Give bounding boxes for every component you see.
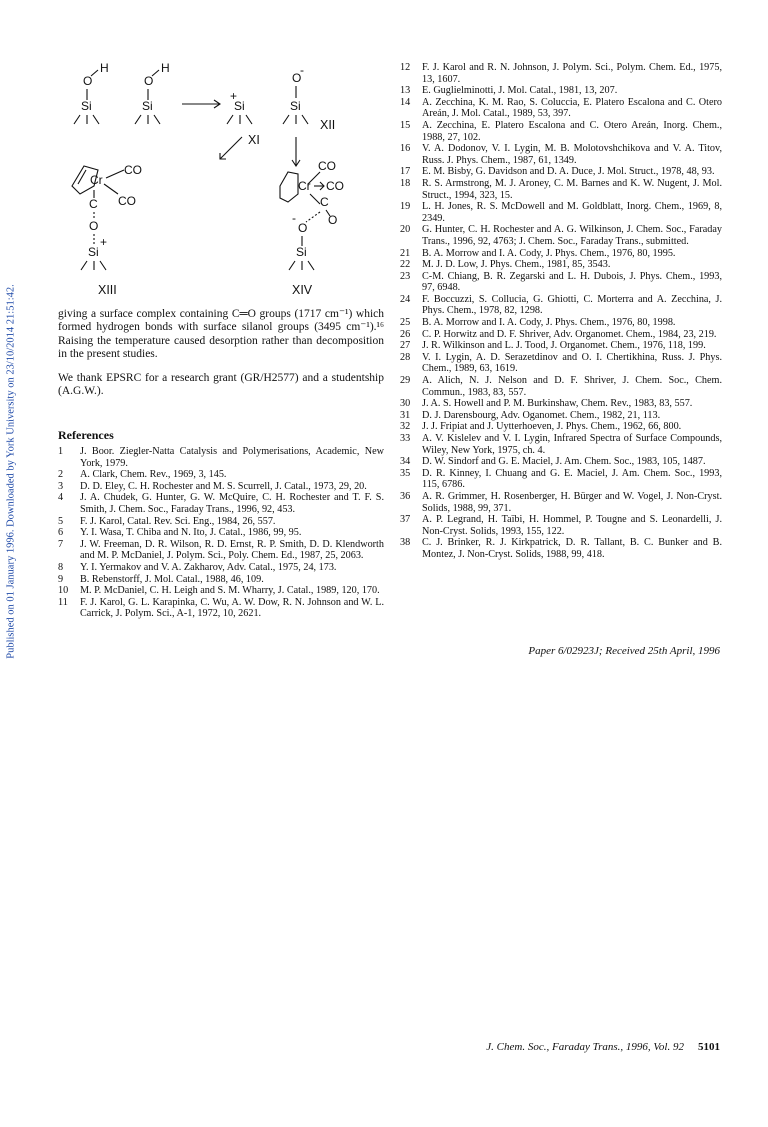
reference-item bbox=[400, 421, 722, 433]
reference-item bbox=[400, 85, 722, 97]
reference-number: 30 bbox=[400, 398, 411, 410]
atom-cr: Cr bbox=[90, 173, 103, 187]
reaction-scheme bbox=[58, 62, 388, 302]
charge-minus: - bbox=[300, 63, 304, 77]
reference-item bbox=[400, 352, 722, 375]
reference-number: 38 bbox=[400, 537, 411, 549]
reference-item bbox=[400, 294, 722, 317]
reference-number: 33 bbox=[400, 433, 411, 444]
reference-text: A. Zecchina, E. Platero Escalona and C. Otero Areán, Inorg. Chem., 1988, 27, 102. bbox=[422, 119, 722, 143]
reference-text: B. A. Morrow and I. A. Cody, J. Phys. Chem., 1976, 80, 1995. bbox=[422, 247, 676, 259]
atom-si: Si bbox=[234, 99, 245, 113]
reference-item bbox=[400, 120, 722, 143]
reference-number: 5 bbox=[58, 515, 64, 527]
reference-text: A. R. Grimmer, H. Rosenberger, H. Bürger and W. Vogel, J. Non-Cryst. Solids, 1988, 99, 371. bbox=[422, 490, 722, 514]
reference-number: 24 bbox=[400, 293, 411, 305]
atom-o: O bbox=[83, 74, 93, 88]
label-xi: XI bbox=[248, 133, 260, 147]
silanol-pair bbox=[74, 62, 170, 124]
species-xii bbox=[283, 63, 335, 132]
reference-text: A. P. Legrand, H. Taïbi, H. Hommel, P. Tougne and S. Leonardelli, J. Non-Cryst. Solids, 1993, 155, 122. bbox=[422, 514, 722, 537]
reference-item bbox=[400, 329, 722, 341]
atom-o: O bbox=[298, 221, 308, 235]
reference-item bbox=[400, 259, 722, 271]
reference-text: G. Hunter, C. H. Rochester and A. G. Wilkinson, J. Chem. Soc., Faraday Trans., 1996, 92, 4763; J. Chem. Soc., Faraday Trans., submitted. bbox=[422, 224, 722, 247]
page-footer bbox=[400, 1041, 720, 1053]
reference-item bbox=[400, 398, 722, 410]
atom-o: O bbox=[328, 213, 338, 227]
reference-number: 35 bbox=[400, 467, 411, 479]
atom-c: C bbox=[89, 197, 98, 211]
reference-number: 11 bbox=[58, 596, 68, 608]
reference-number: 13 bbox=[400, 85, 411, 97]
charge-plus: + bbox=[100, 235, 108, 249]
reference-text: F. Boccuzzi, S. Collucia, G. Ghiotti, C. Morterra and A. Zecchina, J. Phys. Chem., 1978, 82, 1298. bbox=[422, 293, 722, 317]
reference-item bbox=[58, 516, 384, 528]
reference-item bbox=[400, 514, 722, 537]
arene-ring bbox=[280, 172, 298, 202]
reference-number: 37 bbox=[400, 514, 411, 526]
reference-number: 6 bbox=[58, 527, 64, 539]
reference-item bbox=[400, 410, 722, 422]
reference-item bbox=[58, 446, 384, 469]
reference-item bbox=[400, 201, 722, 224]
reference-number: 10 bbox=[58, 585, 69, 597]
carbonyl: CO bbox=[124, 163, 142, 177]
references-list-left bbox=[58, 446, 384, 620]
reference-text: D. R. Kinney, I. Chuang and G. E. Maciel, J. Am. Chem. Soc., 1993, 115, 6786. bbox=[422, 467, 722, 491]
label-xii: XII bbox=[320, 118, 336, 132]
reference-text: C-M. Chiang, B. R. Zegarski and L. H. Dubois, J. Phys. Chem., 1993, 97, 6948. bbox=[422, 270, 722, 294]
reference-item bbox=[400, 433, 722, 456]
page-number: 5101 bbox=[698, 1041, 720, 1053]
reference-number: 8 bbox=[58, 561, 64, 573]
journal-citation: J. Chem. Soc., Faraday Trans., 1996, Vol. 92 bbox=[486, 1041, 684, 1053]
reference-text: J. A. S. Howell and P. M. Burkinshaw, Chem. Rev., 1983, 83, 557. bbox=[422, 398, 693, 410]
reference-text: D. D. Eley, C. H. Rochester and M. S. Scurrell, J. Catal., 1973, 29, 20. bbox=[80, 480, 367, 492]
reference-text: V. I. Lygin, A. D. Serazetdinov and O. I. Chertikhina, Russ. J. Phys. Chem., 1989, 63, 1619. bbox=[422, 351, 722, 375]
reference-number: 4 bbox=[58, 492, 64, 504]
reference-text: M. J. D. Low, J. Phys. Chem., 1981, 85, 3543. bbox=[422, 259, 611, 271]
reference-item bbox=[400, 491, 722, 514]
reference-item bbox=[58, 539, 384, 562]
reference-item bbox=[58, 574, 384, 586]
reference-item bbox=[400, 62, 722, 85]
paper-info: Paper 6/02923J; Received 25th April, 1996 bbox=[528, 645, 720, 657]
reference-number: 31 bbox=[400, 409, 411, 421]
reference-number: 9 bbox=[58, 573, 64, 585]
species-xiii bbox=[72, 163, 142, 297]
download-sidebar-note bbox=[2, 250, 20, 700]
atom-si: Si bbox=[296, 245, 307, 259]
atom-h: H bbox=[100, 62, 109, 75]
species-xi bbox=[227, 89, 260, 147]
reference-text: J. W. Freeman, D. R. Wilson, R. D. Ernst, R. P. Smith, D. D. Klendworth and M. P. McDaniel, J. Polym. Sci., Poly. Chem. Ed., 1987, 25, 2063. bbox=[80, 538, 384, 562]
reference-text: Y. I. Wasa, T. Chiba and N. Ito, J. Catal., 1986, 99, 95. bbox=[80, 527, 302, 539]
atom-si: Si bbox=[142, 99, 153, 113]
reference-number: 16 bbox=[400, 143, 411, 155]
reference-text: J. J. Fripiat and J. Uytterhoeven, J. Phys. Chem., 1962, 66, 800. bbox=[422, 421, 682, 433]
reference-text: C. J. Brinker, R. J. Kirkpatrick, D. R. Tallant, B. C. Bunker and B. Montez, J. Non-Cryst. Solids, 1988, 99, 418. bbox=[422, 537, 722, 560]
reference-text: A. Clark, Chem. Rev., 1969, 3, 145. bbox=[80, 469, 227, 481]
reference-item bbox=[400, 375, 722, 398]
reference-text: B. Rebenstorff, J. Mol. Catal., 1988, 46, 109. bbox=[80, 573, 264, 585]
charge-plus: + bbox=[230, 89, 238, 103]
reference-text: J. A. Chudek, G. Hunter, G. W. McQuire, C. H. Rochester and T. F. S. Smith, J. Chem. Soc., Faraday Trans., 1996, 92, 453. bbox=[80, 492, 384, 515]
reference-number: 19 bbox=[400, 201, 411, 213]
download-note-text: Published on 01 January 1996. Downloaded by York University on 23/10/2014 21:51:42. bbox=[5, 284, 17, 659]
reference-number: 1 bbox=[58, 446, 64, 457]
arrow-to-xiii bbox=[220, 137, 242, 159]
reference-number: 21 bbox=[400, 247, 411, 259]
reference-text: E. M. Bisby, G. Davidson and D. A. Duce, J. Mol. Struct., 1978, 48, 93. bbox=[422, 166, 715, 178]
reference-number: 15 bbox=[400, 119, 411, 131]
reference-item bbox=[400, 178, 722, 201]
reference-number: 22 bbox=[400, 259, 411, 271]
reference-text: F. J. Karol, Catal. Rev. Sci. Eng., 1984, 26, 557. bbox=[80, 515, 276, 527]
reference-item bbox=[58, 585, 384, 597]
carbonyl: CO bbox=[318, 159, 336, 173]
reference-text: D. J. Darensbourg, Adv. Oganomet. Chem., 1982, 21, 113. bbox=[422, 409, 661, 421]
reference-item bbox=[400, 143, 722, 166]
atom-si: Si bbox=[290, 99, 301, 113]
reference-text: F. J. Karol and R. N. Johnson, J. Polym. Sci., Polym. Chem. Ed., 1975, 13, 1607. bbox=[422, 62, 722, 85]
references-list-right bbox=[400, 62, 722, 561]
atom-si: Si bbox=[81, 99, 92, 113]
reference-number: 23 bbox=[400, 270, 411, 282]
reference-item bbox=[58, 597, 384, 620]
reference-number: 12 bbox=[400, 62, 411, 73]
reference-number: 14 bbox=[400, 96, 411, 108]
atom-o: O bbox=[292, 71, 302, 85]
reference-number: 28 bbox=[400, 351, 411, 363]
reference-number: 20 bbox=[400, 224, 411, 236]
reference-number: 26 bbox=[400, 328, 411, 340]
label-xiii: XIII bbox=[98, 283, 117, 297]
reference-item bbox=[400, 537, 722, 560]
atom-cr: Cr bbox=[298, 179, 311, 193]
reference-number: 34 bbox=[400, 456, 411, 468]
reference-text: A. Alich, N. J. Nelson and D. F. Shriver, J. Chem. Soc., Chem. Commun., 1983, 83, 557. bbox=[422, 375, 722, 398]
references-heading: References bbox=[58, 428, 114, 442]
reference-number: 17 bbox=[400, 166, 411, 178]
reference-item bbox=[400, 271, 722, 294]
reference-text: E. Guglielminotti, J. Mol. Catal., 1981, 13, 207. bbox=[422, 85, 618, 97]
reference-text: F. J. Karol, G. L. Karapinka, C. Wu, A. W. Dow, R. N. Johnson and W. L. Carrick, J. Polym. Sci., A-1, 1972, 10, 2621. bbox=[80, 596, 384, 620]
body-paragraph: giving a surface complex containing C═O groups (1717 cm⁻¹) which formed hydrogen bonds with surface silanol groups (3495 cm⁻¹).¹⁶ Raising the temperature caused desorption rather than decomposition in the present studies. bbox=[58, 308, 384, 361]
reference-item bbox=[400, 468, 722, 491]
reference-item bbox=[58, 562, 384, 574]
acknowledgement: We thank EPSRC for a research grant (GR/H2577) and a studentship (A.G.W.). bbox=[58, 372, 384, 398]
atom-si: Si bbox=[88, 245, 99, 259]
reference-item bbox=[400, 166, 722, 178]
reference-text: D. W. Sindorf and G. E. Maciel, J. Am. Chem. Soc., 1983, 105, 1487. bbox=[422, 456, 706, 468]
reference-number: 29 bbox=[400, 375, 411, 387]
reference-text: J. R. Wilkinson and L. J. Tood, J. Organomet. Chem., 1976, 118, 199. bbox=[422, 340, 706, 352]
reference-text: A. Zecchina, K. M. Rao, S. Coluccia, E. Platero Escalona and C. Otero Areán, J. Mol. Catal., 1989, 53, 397. bbox=[422, 96, 722, 120]
reference-text: B. A. Morrow and I. A. Cody, J. Phys. Chem., 1976, 80, 1998. bbox=[422, 317, 676, 329]
reference-text: J. Boor. Ziegler-Natta Catalysis and Polymerisations, Academic, New York, 1979. bbox=[80, 446, 384, 469]
reference-number: 2 bbox=[58, 469, 64, 481]
reference-item bbox=[58, 492, 384, 515]
reference-item bbox=[58, 527, 384, 539]
atom-o: O bbox=[89, 219, 99, 233]
reference-text: A. V. Kislelev and V. I. Lygin, Infrared Spectra of Surface Compounds, Wiley, New York, 1975, ch. 4. bbox=[422, 433, 722, 456]
carbonyl: CO bbox=[326, 179, 344, 193]
reference-text: V. A. Dodonov, V. I. Lygin, M. B. Molotovshchikova and V. A. Titov, Russ. J. Phys. Chem., 1987, 61, 1349. bbox=[422, 143, 722, 166]
atom-o: O bbox=[144, 74, 154, 88]
atom-c: C bbox=[320, 195, 329, 209]
reference-number: 3 bbox=[58, 480, 64, 492]
reference-item bbox=[400, 224, 722, 247]
reference-number: 18 bbox=[400, 177, 411, 189]
charge-minus: - bbox=[292, 211, 296, 225]
species-xiv bbox=[280, 159, 344, 297]
reference-number: 32 bbox=[400, 421, 411, 433]
reference-number: 27 bbox=[400, 340, 411, 352]
reference-text: L. H. Jones, R. S. McDowell and M. Goldblatt, Inorg. Chem., 1969, 8, 2349. bbox=[422, 201, 722, 224]
reference-item bbox=[400, 97, 722, 120]
carbonyl: CO bbox=[118, 194, 136, 208]
reference-item bbox=[58, 469, 384, 481]
reference-item bbox=[400, 456, 722, 468]
reference-text: M. P. McDaniel, C. H. Leigh and S. M. Wharry, J. Catal., 1989, 120, 170. bbox=[80, 585, 380, 597]
reference-text: Y. I. Yermakov and V. A. Zakharov, Adv. Catal., 1975, 24, 173. bbox=[80, 561, 337, 573]
atom-h: H bbox=[161, 62, 170, 75]
reference-item bbox=[400, 340, 722, 352]
reference-number: 25 bbox=[400, 317, 411, 329]
label-xiv: XIV bbox=[292, 283, 313, 297]
reference-text: C. P. Horwitz and D. F. Shriver, Adv. Organomet. Chem., 1984, 23, 219. bbox=[422, 328, 717, 340]
reference-item bbox=[58, 481, 384, 493]
reference-number: 36 bbox=[400, 490, 411, 502]
reference-text: R. S. Armstrong, M. J. Aroney, C. M. Barnes and K. W. Nugent, J. Mol. Struct., 1994, 323, 15. bbox=[422, 177, 722, 201]
reference-number: 7 bbox=[58, 538, 64, 550]
reference-item bbox=[400, 317, 722, 329]
reference-item bbox=[400, 248, 722, 260]
